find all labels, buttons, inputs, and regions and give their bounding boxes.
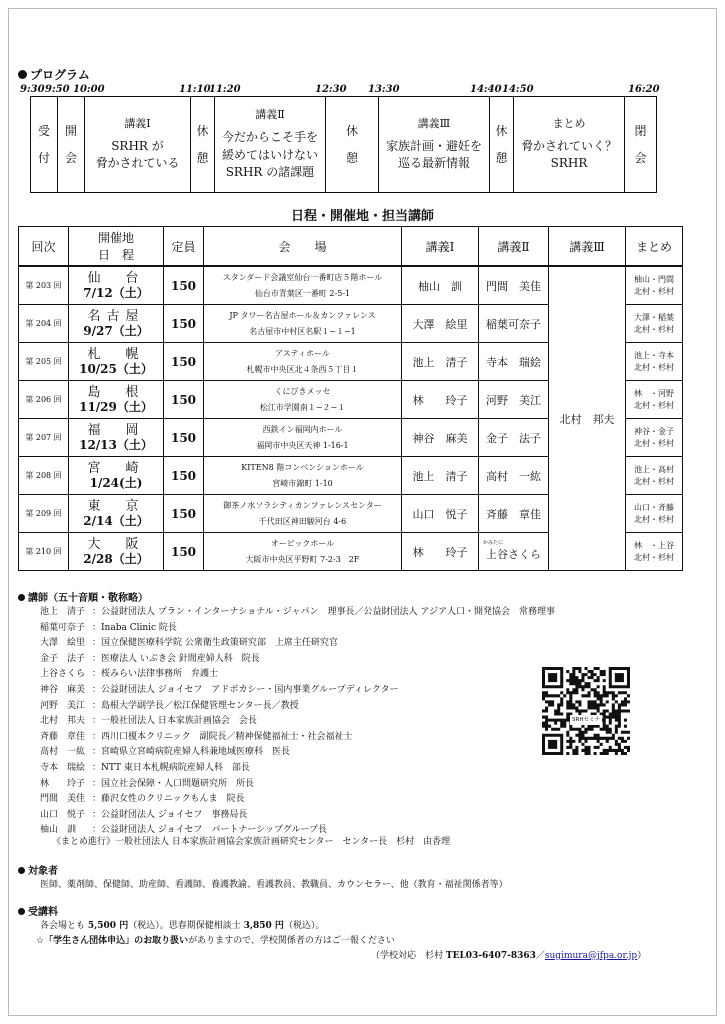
lecture-3-cell: 講義Ⅲ 家族計画・避妊を 巡る最新情報 <box>379 97 490 193</box>
table-cell: 第 209 回 <box>19 495 69 533</box>
table-cell: アスティホール 札幌市中央区北４条西５丁目１ <box>204 343 402 381</box>
table-cell: くにびきメッセ 松江市学園南１−２−１ <box>204 381 402 419</box>
program-table <box>30 96 657 193</box>
lecturers-header: 講師（五十音順・敬称略） <box>18 589 148 604</box>
table-cell: JP タワー名古屋ホール＆カンファレンス 名古屋市中村区名駅１−１−1 <box>204 305 402 343</box>
list-item: 寺本 瑞絵 ：NTT 東日本札幌病院産婦人科 部長 <box>40 762 250 773</box>
contact-email-link[interactable]: sugimura@jfpa.or.jp <box>544 951 638 961</box>
table-cell: 門間 美佳 <box>479 266 549 305</box>
table-cell: 大澤・稲葉 北村・杉村 <box>626 305 683 343</box>
lecturer-list <box>40 605 555 839</box>
header-place: 開催地 日 程 <box>69 227 164 267</box>
qr-code[interactable] <box>542 667 630 755</box>
list-item: 門間 美佳 ：藤沢女性のクリニックもんま 院長 <box>40 794 245 805</box>
table-cell: 御茶ノ水ソラシティカンファレンスセンター 千代田区神田駿河台 4-6 <box>204 495 402 533</box>
table-cell: 林 ・河野 北村・杉村 <box>626 381 683 419</box>
list-item: 大澤 絵里 ：国立保健医療科学院 公衆衛生政策研究部 上席主任研究官 <box>40 638 338 649</box>
table-cell: 150 <box>164 305 204 343</box>
time-label: 12:30 <box>315 84 347 95</box>
bullet-icon <box>18 867 25 874</box>
time-label: 9:30 <box>20 84 45 95</box>
list-item: 山口 悦子 ：公益財団法人 ジョイセフ 事務局長 <box>40 809 248 820</box>
contact-tel: TEL03-6407-8363 <box>445 951 536 961</box>
time-label: 16:20 <box>628 84 660 95</box>
header-lec2: 講義Ⅱ <box>479 227 549 267</box>
fee-contact: （学校対応 杉村 TEL03-6407-8363／sugimura@jfpa.or.jp） <box>371 951 647 961</box>
list-item: 柚山 訓 ：公益財団法人 ジョイセフ パートナーシップグループ長 <box>40 825 328 836</box>
table-cell: 150 <box>164 457 204 495</box>
table-cell: 林 玲子 <box>402 533 479 571</box>
table-cell: 150 <box>164 266 204 305</box>
table-cell: 柚山・門間 北村・杉村 <box>626 266 683 305</box>
table-cell: 池上・高村 北村・杉村 <box>626 457 683 495</box>
table-cell: オービックホール 大阪市中央区平野町 7-2-3 2F <box>204 533 402 571</box>
kaikai-cell: 開 会 <box>58 97 85 193</box>
table-cell: かみたに 上谷さくら <box>479 533 549 571</box>
header-teiin: 定員 <box>164 227 204 267</box>
list-item: 神谷 麻美 ：公益財団法人 ジョイセフ アドボカシー・国内事業グループディレクター <box>40 684 399 695</box>
ruby-reading: かみたに <box>483 540 504 546</box>
matome-title: まとめ <box>552 117 586 131</box>
table-cell: 150 <box>164 381 204 419</box>
target-header: 対象者 <box>18 862 58 877</box>
lecture-3-title: 講義Ⅲ <box>417 117 451 131</box>
table-cell: 宮 崎 1/24(土) <box>69 457 164 495</box>
header-venue: 会 場 <box>204 227 402 267</box>
lecture-2-title: 講義Ⅱ <box>255 108 285 122</box>
table-cell: 池上 清子 <box>402 457 479 495</box>
time-label: 14:40 <box>470 84 502 95</box>
qr-code-icon <box>542 667 630 755</box>
table-cell: 大 阪 2/28（土） <box>69 533 164 571</box>
lecture-2-cell: 講義Ⅱ 今だからこそ手を 緩めてはいけない SRHR の諸課題 <box>215 97 326 193</box>
table-cell: 第 203 回 <box>19 266 69 305</box>
bullet-icon <box>18 908 25 915</box>
table-cell: 第 205 回 <box>19 343 69 381</box>
table-cell: 柚山 訓 <box>402 266 479 305</box>
list-item: 稲葉可奈子 ：Inaba Clinic 院長 <box>40 622 177 633</box>
list-item: 池上 清子 ：公益財団法人 プラン・インターナショナル・ジャパン 理事長／公益財団法人 アジア人口・開発協会 常務理事 <box>40 607 556 617</box>
matome-note: 《まとめ進行》一般社団法人 日本家族計画協会家族計画研究センター センター長 杉村 由香理 <box>52 837 451 847</box>
list-item: 上谷さくら ：桜みらい法律事務所 弁護士 <box>40 669 219 680</box>
program-timeline <box>0 84 725 96</box>
table-cell: 札 幌 10/25（土） <box>69 343 164 381</box>
time-label: 10:00 <box>73 84 105 95</box>
break-cell: 休 憩 <box>490 97 514 193</box>
fee-price: 5,500 円 <box>87 921 129 931</box>
star-icon: ☆ <box>36 936 45 946</box>
table-cell: 第 207 回 <box>19 419 69 457</box>
table-cell: 寺本 瑞絵 <box>479 343 549 381</box>
table-cell: 斉藤 章佳 <box>479 495 549 533</box>
table-cell: 第 210 回 <box>19 533 69 571</box>
list-item: 金子 法子 ：医療法人 いぶき会 針間産婦人科 院長 <box>40 653 260 664</box>
table-cell: 第 204 回 <box>19 305 69 343</box>
table-cell: 第 206 回 <box>19 381 69 419</box>
heikai-cell: 閉 会 <box>625 97 657 193</box>
table-cell: 仙 台 7/12（土） <box>69 266 164 305</box>
table-cell: 150 <box>164 495 204 533</box>
table-cell: 池上 清子 <box>402 343 479 381</box>
table-cell: 150 <box>164 419 204 457</box>
qr-label: SRHセミナー <box>570 715 602 725</box>
list-item: 北村 邦夫 ：一般社団法人 日本家族計画協会 会長 <box>40 716 257 727</box>
uketsuke-cell: 受 付 <box>31 97 58 193</box>
fee-price-2: 3,850 円 <box>243 921 284 931</box>
table-cell: 林 玲子 <box>402 381 479 419</box>
time-label: 11:10 <box>179 84 211 95</box>
header-lec1: 講義Ⅰ <box>402 227 479 267</box>
list-item: 河野 美江 ：島根大学副学長／松江保健管理センター長／教授 <box>40 700 299 711</box>
lecture-3-lecturer: 北村 邦夫 <box>549 266 626 571</box>
table-cell: 山口・斉藤 北村・杉村 <box>626 495 683 533</box>
program-header: プログラム <box>18 66 90 83</box>
header-lec3: 講義Ⅲ <box>549 227 626 267</box>
fee-line-1: 各会場とも 5,500 円（税込）。思春期保健相談士 3,850 円（税込）。 <box>40 921 325 931</box>
table-cell: 150 <box>164 533 204 571</box>
schedule-table <box>18 226 683 571</box>
list-item: 斉藤 章佳 ：西川口榎本クリニック 副院長／精神保健福祉士・社会福祉士 <box>40 731 353 742</box>
lecture-1-title: 講義Ⅰ <box>124 117 151 131</box>
table-cell: 金子 法子 <box>479 419 549 457</box>
fee-header: 受講料 <box>18 903 58 918</box>
table-cell: KITEN8 階コンベンションホール 宮崎市錦町 1-10 <box>204 457 402 495</box>
table-cell: 福 岡 12/13（土） <box>69 419 164 457</box>
table-cell: 神谷 麻美 <box>402 419 479 457</box>
table-cell: 稲葉可奈子 <box>479 305 549 343</box>
time-label: 14:50 <box>502 84 534 95</box>
table-cell: 河野 美江 <box>479 381 549 419</box>
table-cell: 大澤 絵里 <box>402 305 479 343</box>
matome-cell: まとめ 脅かされていく？ SRHR <box>514 97 625 193</box>
table-cell: 名古屋 9/27（土） <box>69 305 164 343</box>
table-cell: 高村 一紘 <box>479 457 549 495</box>
header-matome: まとめ <box>626 227 683 267</box>
header-kaiji: 回次 <box>19 227 69 267</box>
table-cell: スタンダード会議室仙台一番町店５階ホール 仙台市青葉区一番町 2-5-1 <box>204 266 402 305</box>
table-cell: 池上・寺本 北村・杉村 <box>626 343 683 381</box>
table-cell: 神谷・金子 北村・杉村 <box>626 419 683 457</box>
table-cell: 第 208 回 <box>19 457 69 495</box>
table-cell: 島 根 11/29（土） <box>69 381 164 419</box>
table-cell: 東 京 2/14（土） <box>69 495 164 533</box>
bullet-icon <box>18 70 27 79</box>
table-row <box>19 266 683 305</box>
time-label: 13:30 <box>368 84 400 95</box>
table-cell: 林 ・上谷 北村・杉村 <box>626 533 683 571</box>
lunch-break-cell: 休 憩 <box>326 97 379 193</box>
table-cell: 150 <box>164 343 204 381</box>
table-cell: 西鉄イン福岡内ホール 福岡市中央区天神 1-16-1 <box>204 419 402 457</box>
list-item: 林 玲子 ：国立社会保障・人口問題研究所 所長 <box>40 778 255 789</box>
table-cell: 山口 悦子 <box>402 495 479 533</box>
schedule-title: 日程・開催地・担当講師 <box>290 209 434 224</box>
fee-line-2: ☆「学生さん団体申込」のお取り扱いがありますので、学校関係者の方はご一報ください <box>36 936 395 946</box>
target-text: 医師、薬剤師、保健師、助産師、看護師、養護教諭、看護教員、教職員、カウンセラー、他（教育・福祉関係者等） <box>40 880 508 890</box>
bullet-icon <box>18 594 25 601</box>
time-label: 9:50 <box>45 84 70 95</box>
list-item: 高村 一紘 ：宮崎県立宮崎病院産婦人科兼地域医療科 医長 <box>40 747 291 758</box>
break-cell: 休 憩 <box>191 97 215 193</box>
time-label: 11:20 <box>209 84 241 95</box>
lecture-1-cell: 講義Ⅰ SRHR が 脅かされている <box>85 97 191 193</box>
